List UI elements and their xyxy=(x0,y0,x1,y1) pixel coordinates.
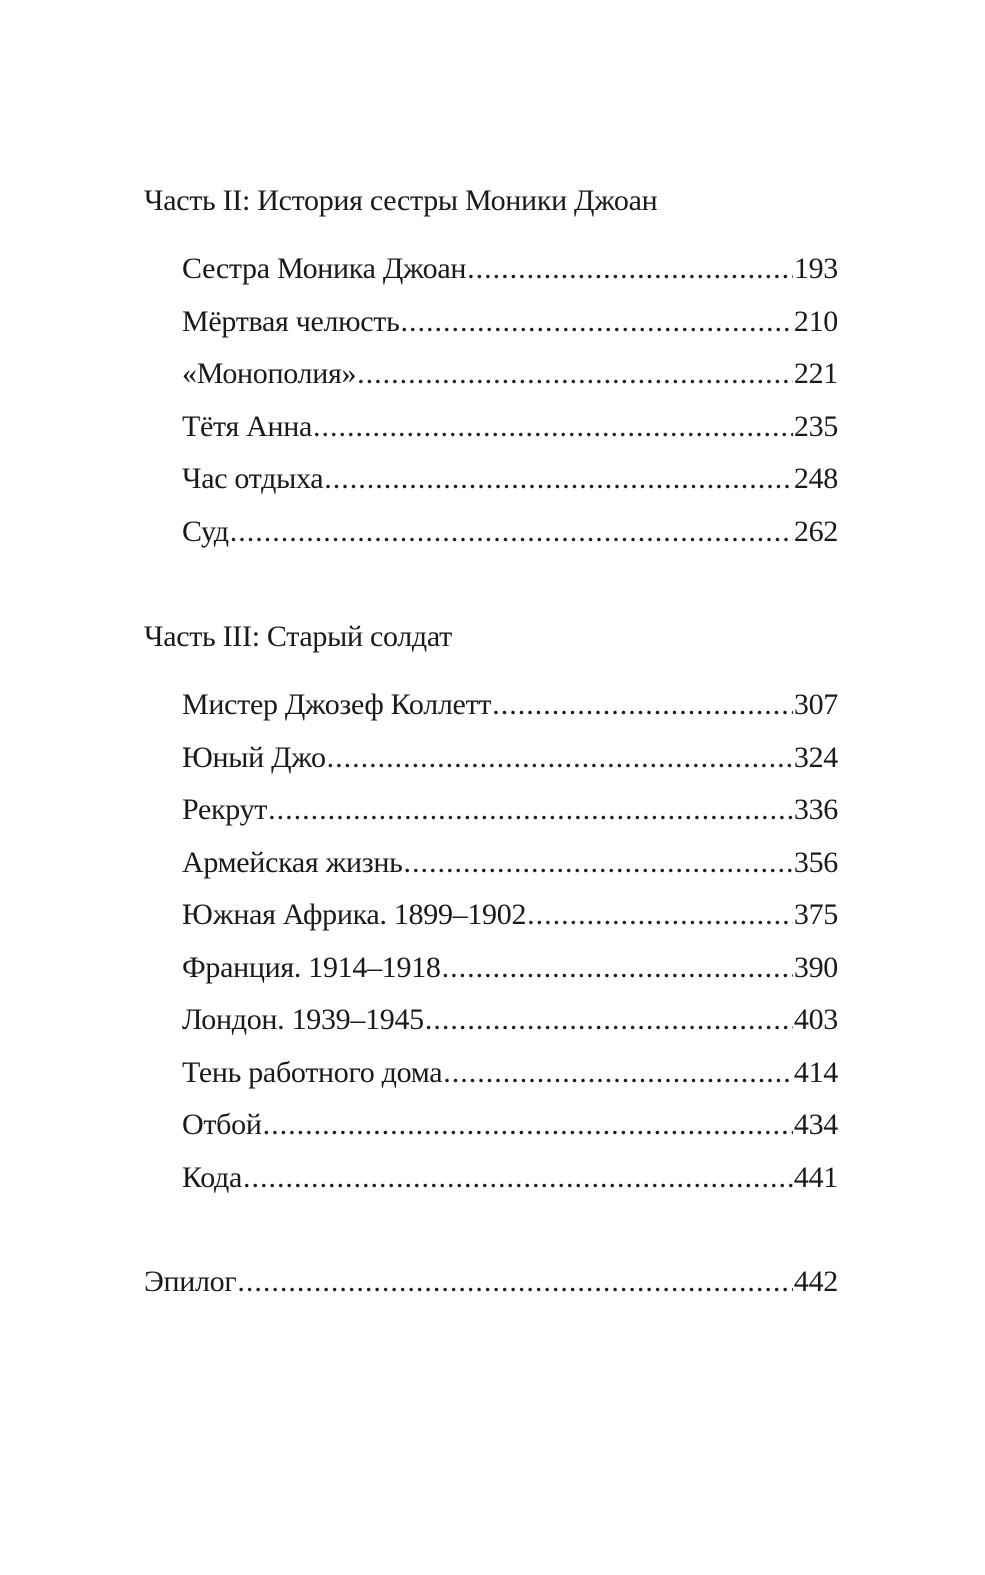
toc-entry xyxy=(182,1053,838,1106)
toc-entry-title: Тень работного дома xyxy=(182,1055,443,1089)
toc-entry-page: 356 xyxy=(793,845,838,879)
dot-leader xyxy=(425,1000,793,1040)
toc-entry-page: 210 xyxy=(793,304,838,338)
toc-entry xyxy=(182,790,838,843)
dot-leader xyxy=(324,459,793,499)
toc-entry xyxy=(182,407,838,460)
toc-entry-page: 324 xyxy=(793,740,838,774)
toc-entry-title: Юный Джо xyxy=(182,740,326,774)
toc-entry xyxy=(182,302,838,355)
toc-entry-title: Рекрут xyxy=(182,793,268,826)
toc-entry-page: 336 xyxy=(793,793,838,826)
dot-leader xyxy=(404,843,793,883)
dot-leader xyxy=(442,948,793,988)
dot-leader xyxy=(243,1158,793,1198)
toc-entry-title: Армейская жизнь xyxy=(182,845,403,879)
toc-entry xyxy=(182,895,838,948)
toc-entry xyxy=(182,459,838,512)
toc-entry xyxy=(182,843,838,896)
dot-leader xyxy=(467,249,793,289)
toc-entry-page: 434 xyxy=(793,1108,838,1141)
dot-leader xyxy=(268,790,793,830)
epilogue-entry-list xyxy=(144,1262,838,1315)
dot-leader xyxy=(230,512,793,552)
toc-entry xyxy=(182,1158,838,1211)
toc-entry xyxy=(182,685,838,738)
toc-entry-title: Франция. 1914–1918 xyxy=(182,950,441,984)
toc-entry xyxy=(182,354,838,407)
toc-entry-title: Тётя Анна xyxy=(182,409,313,443)
dot-leader xyxy=(237,1262,793,1302)
toc-entry-title: Мёртвая челюсть xyxy=(182,304,400,338)
toc-entry-page: 375 xyxy=(793,898,838,931)
toc-entry xyxy=(182,512,838,565)
toc-entry-title: Сестра Моника Джоан xyxy=(182,252,467,285)
toc-entry-title: Час отдыха xyxy=(182,462,324,495)
dot-leader xyxy=(313,407,793,447)
toc-entry-page: 193 xyxy=(793,252,838,285)
toc-entry-page: 390 xyxy=(793,950,838,984)
toc-entry-page: 235 xyxy=(793,409,838,443)
part-3-entries xyxy=(182,685,838,1210)
epilogue-entry xyxy=(144,1262,838,1315)
toc-entry-page: 221 xyxy=(793,357,838,390)
toc-entry-title: Мистер Джозеф Коллетт xyxy=(182,688,492,721)
toc-entry-page: 414 xyxy=(793,1055,838,1089)
toc-entry-page: 441 xyxy=(793,1160,838,1194)
toc-entry xyxy=(182,1105,838,1158)
toc-entry-page: 307 xyxy=(793,688,838,721)
dot-leader xyxy=(400,302,792,342)
toc-entry-page: 262 xyxy=(793,514,838,548)
dot-leader xyxy=(527,895,793,935)
part-2-entries xyxy=(182,249,838,564)
toc-entry xyxy=(182,738,838,791)
toc-entry-title: Южная Африка. 1899–1902 xyxy=(182,898,527,931)
toc-entry-title: Отбой xyxy=(182,1108,262,1141)
toc-entry xyxy=(182,948,838,1001)
dot-leader xyxy=(327,738,793,778)
toc-entry-page: 403 xyxy=(793,1003,838,1036)
epilogue-page: 442 xyxy=(793,1265,838,1298)
dot-leader xyxy=(263,1105,793,1145)
dot-leader xyxy=(492,685,793,725)
part-3-heading: Часть III: Старый солдат xyxy=(144,620,452,653)
epilogue-title: Эпилог xyxy=(144,1265,237,1298)
toc-entry-title: Кода xyxy=(182,1160,243,1194)
toc-entry-title: Лондон. 1939–1945 xyxy=(182,1003,424,1036)
toc-entry xyxy=(182,249,838,302)
toc-entry xyxy=(182,1000,838,1053)
dot-leader xyxy=(357,354,793,394)
toc-entry-title: Суд xyxy=(182,514,229,548)
toc-entry-title: «Монополия» xyxy=(182,357,357,390)
dot-leader xyxy=(443,1053,793,1093)
part-2-heading: Часть II: История сестры Моники Джоан xyxy=(144,184,658,217)
toc-entry-page: 248 xyxy=(793,462,838,495)
